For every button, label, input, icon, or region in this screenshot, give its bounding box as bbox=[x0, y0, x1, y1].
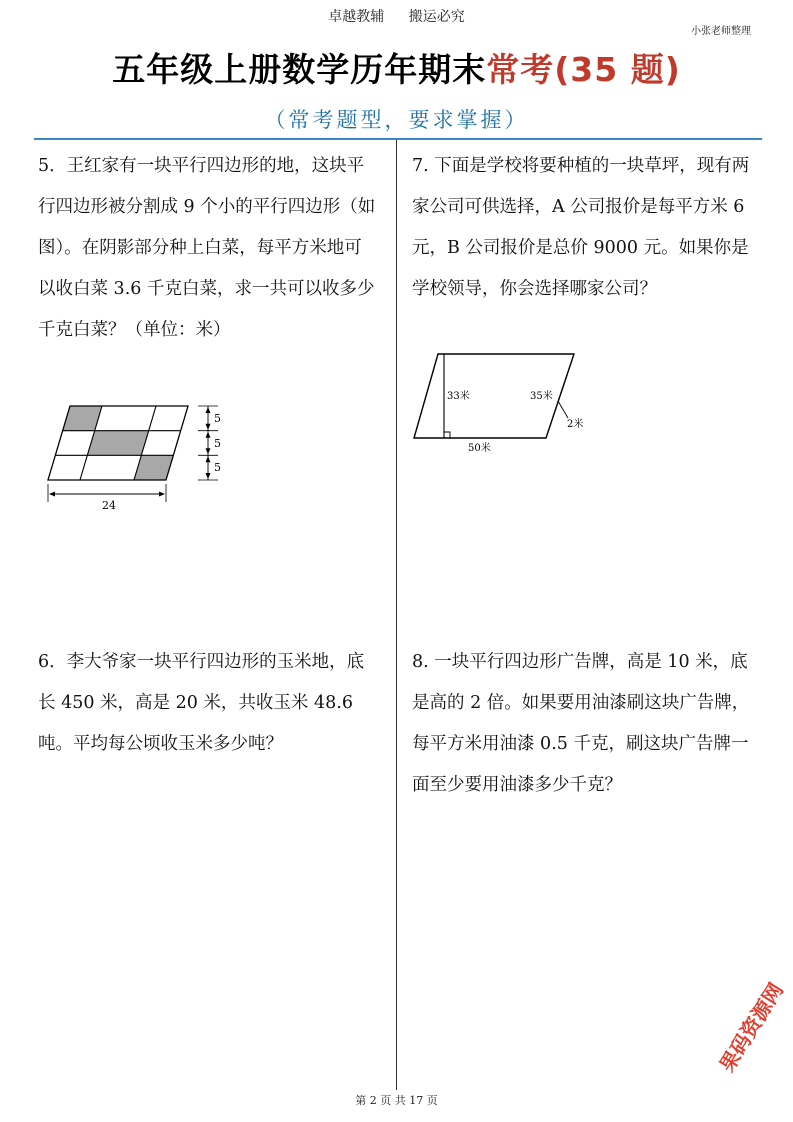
shaded-cell-2 bbox=[87, 431, 148, 456]
page-subtitle: （常考题型，要求掌握） bbox=[264, 108, 529, 132]
page-number: 第 2 页 共 17 页 bbox=[355, 1094, 438, 1107]
question-5: 5．王红家有一块平行四边形的地，这块平行四边形被分割成 9 个小的平行四边形（如图）。在阴影部分种上白菜，每平方米地可以收白菜 3.6 千克白菜，求一共可以收多少千克白菜？（单位：米） bbox=[38, 156, 376, 340]
figure-q7-lawn bbox=[410, 348, 610, 458]
page-title bbox=[0, 44, 793, 91]
column-divider bbox=[396, 140, 397, 1090]
side-label: 35米 bbox=[530, 391, 553, 402]
figure-q5-parallelogram bbox=[40, 398, 240, 516]
header-tag-left: 卓越教辅 bbox=[328, 9, 385, 25]
question-6: 6．李大爷家一块平行四边形的玉米地，底长 450 米，高是 20 米，共收玉米 48.6 吨。平均每公顷收玉米多少吨？ bbox=[38, 652, 365, 754]
page-title-highlight: 常考(35 题) bbox=[486, 50, 681, 89]
offset-label: 2米 bbox=[567, 419, 584, 430]
question-8: 8. 一块平行四边形广告牌，高是 10 米，底是高的 2 倍。如果要用油漆刷这块广告牌，每平方米用油漆 0.5 千克，刷这块广告牌一面至少要用油漆多少千克？ bbox=[412, 652, 750, 795]
header-tagline bbox=[0, 6, 793, 26]
row-height-label-2: 5 bbox=[214, 437, 221, 450]
lawn-base-label: 50米 bbox=[468, 443, 491, 454]
page-title-main: 五年级上册数学历年期末 bbox=[112, 50, 487, 89]
row-height-label-3: 5 bbox=[214, 461, 221, 474]
header-rule bbox=[34, 138, 762, 140]
watermark-stamp: 果码资源网 bbox=[714, 978, 788, 1077]
row-height-label-1: 5 bbox=[214, 412, 221, 425]
header-tag-right: 搬运必究 bbox=[408, 9, 465, 25]
base-length-label: 24 bbox=[102, 499, 116, 512]
organizer-note: 小张老师整理 bbox=[691, 26, 751, 37]
height-label: 33米 bbox=[447, 391, 470, 402]
question-7: 7. 下面是学校将要种植的一块草坪，现有两家公司可供选择，A 公司报价是每平方米 6 元，B 公司报价是总价 9000 元。如果你是学校领导，你会选择哪家公司？ bbox=[412, 156, 750, 299]
